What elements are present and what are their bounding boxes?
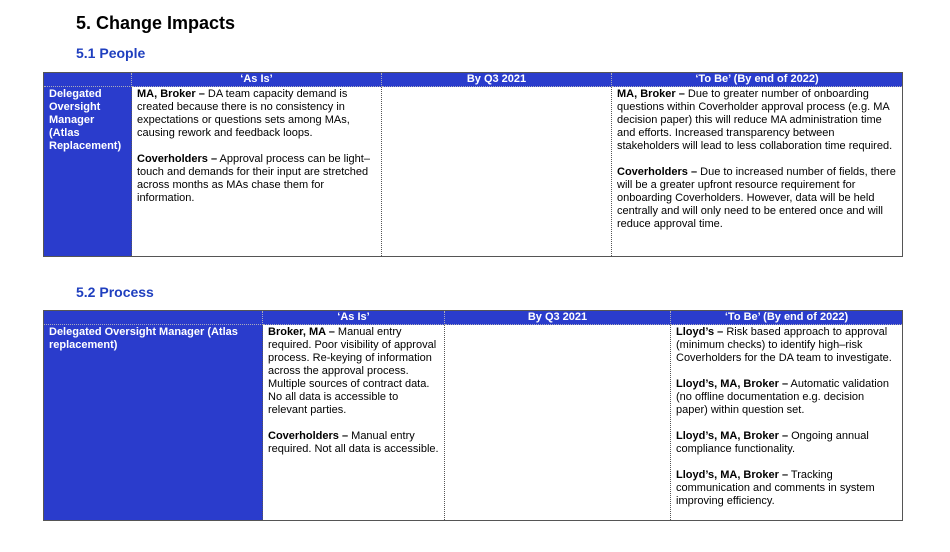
stakeholder-label: MA, Broker – [617, 88, 685, 100]
people-header-q3: By Q3 2021 [382, 73, 612, 87]
process-to-be-para [676, 326, 897, 365]
stakeholder-label: Coverholders – [137, 153, 218, 165]
impact-text: Tracking communication and comments in system improving efficiency. [676, 469, 875, 507]
stakeholder-label: MA, Broker – [137, 88, 205, 100]
impact-text: Risk based approach to approval (minimum checks) to identify high–risk Coverholders for the DA team to investigate. [676, 326, 892, 364]
stakeholder-label: Broker, MA – [268, 326, 335, 338]
people-header-as-is: ‘As Is’ [132, 73, 382, 87]
people-to-be-cell [612, 87, 903, 257]
people-header-blank [44, 73, 132, 87]
people-header-row [44, 73, 903, 87]
people-row [44, 87, 903, 257]
process-header-blank [44, 311, 263, 325]
people-as-is-para [137, 153, 376, 205]
people-to-be-para [617, 166, 897, 231]
people-table [43, 72, 903, 257]
process-to-be-cell [671, 325, 903, 521]
impact-text: Due to greater number of onboarding questions within Coverholder approval process (e.g. MA decision paper) this will reduce MA administration time and efforts. Increased transparency between stakeholders will lead to less collaboration time required. [617, 88, 893, 152]
stakeholder-label: Lloyd’s, MA, Broker – [676, 378, 789, 390]
impact-text: Manual entry required. Poor visibility of approval process. Re-keying of information across the approval process. Multiple sources of contract data. No all data is accessible to relevant parties. [268, 326, 437, 416]
stakeholder-label: Coverholders – [268, 430, 349, 442]
process-heading: 5.2 Process [76, 284, 154, 300]
process-to-be-para [676, 469, 897, 508]
process-header-row [44, 311, 903, 325]
process-row-label: Delegated Oversight Manager (Atlas replacement) [44, 325, 263, 521]
impact-text: Ongoing annual compliance functionality. [676, 430, 869, 455]
section-heading: 5. Change Impacts [76, 13, 236, 33]
process-row [44, 325, 903, 521]
stakeholder-label: Coverholders – [617, 166, 698, 178]
process-header-to-be: ‘To Be’ (By end of 2022) [671, 311, 903, 325]
stakeholder-label: Lloyd’s – [676, 326, 724, 338]
stakeholder-label: Lloyd’s, MA, Broker – [676, 469, 789, 481]
process-to-be-para [676, 430, 897, 456]
process-header-as-is: ‘As Is’ [263, 311, 445, 325]
impact-text: Automatic validation (no offline documentation e.g. decision paper) within question set. [676, 378, 889, 416]
people-row-label: Delegated Oversight Manager (Atlas Replacement) [44, 87, 132, 257]
impact-text: Approval process can be light–touch and demands for their input are stretched across months as MAs chase them for information. [137, 153, 370, 204]
process-header-q3: By Q3 2021 [445, 311, 671, 325]
impact-text: DA team capacity demand is created because there is no consistency in expectations or questions sets among MAs, causing rework and feedback loops. [137, 88, 350, 139]
people-heading: 5.1 People [76, 45, 146, 61]
process-as-is-para [268, 326, 439, 417]
people-to-be-para [617, 88, 897, 153]
process-table [43, 310, 903, 521]
people-header-to-be: ‘To Be’ (By end of 2022) [612, 73, 903, 87]
people-q3-cell [382, 87, 612, 257]
stakeholder-label: Lloyd’s, MA, Broker – [676, 430, 789, 442]
impact-text: Due to increased number of fields, there will be a greater upfront resource requirement for onboarding Coverholders. However, data will be held centrally and will only need to be entered once and will reduce approval time. [617, 166, 896, 230]
impact-text: Manual entry required. Not all data is accessible. [268, 430, 439, 455]
people-as-is-para [137, 88, 376, 140]
process-as-is-para [268, 430, 439, 456]
process-q3-cell [445, 325, 671, 521]
process-to-be-para [676, 378, 897, 417]
process-as-is-cell [263, 325, 445, 521]
people-as-is-cell [132, 87, 382, 257]
